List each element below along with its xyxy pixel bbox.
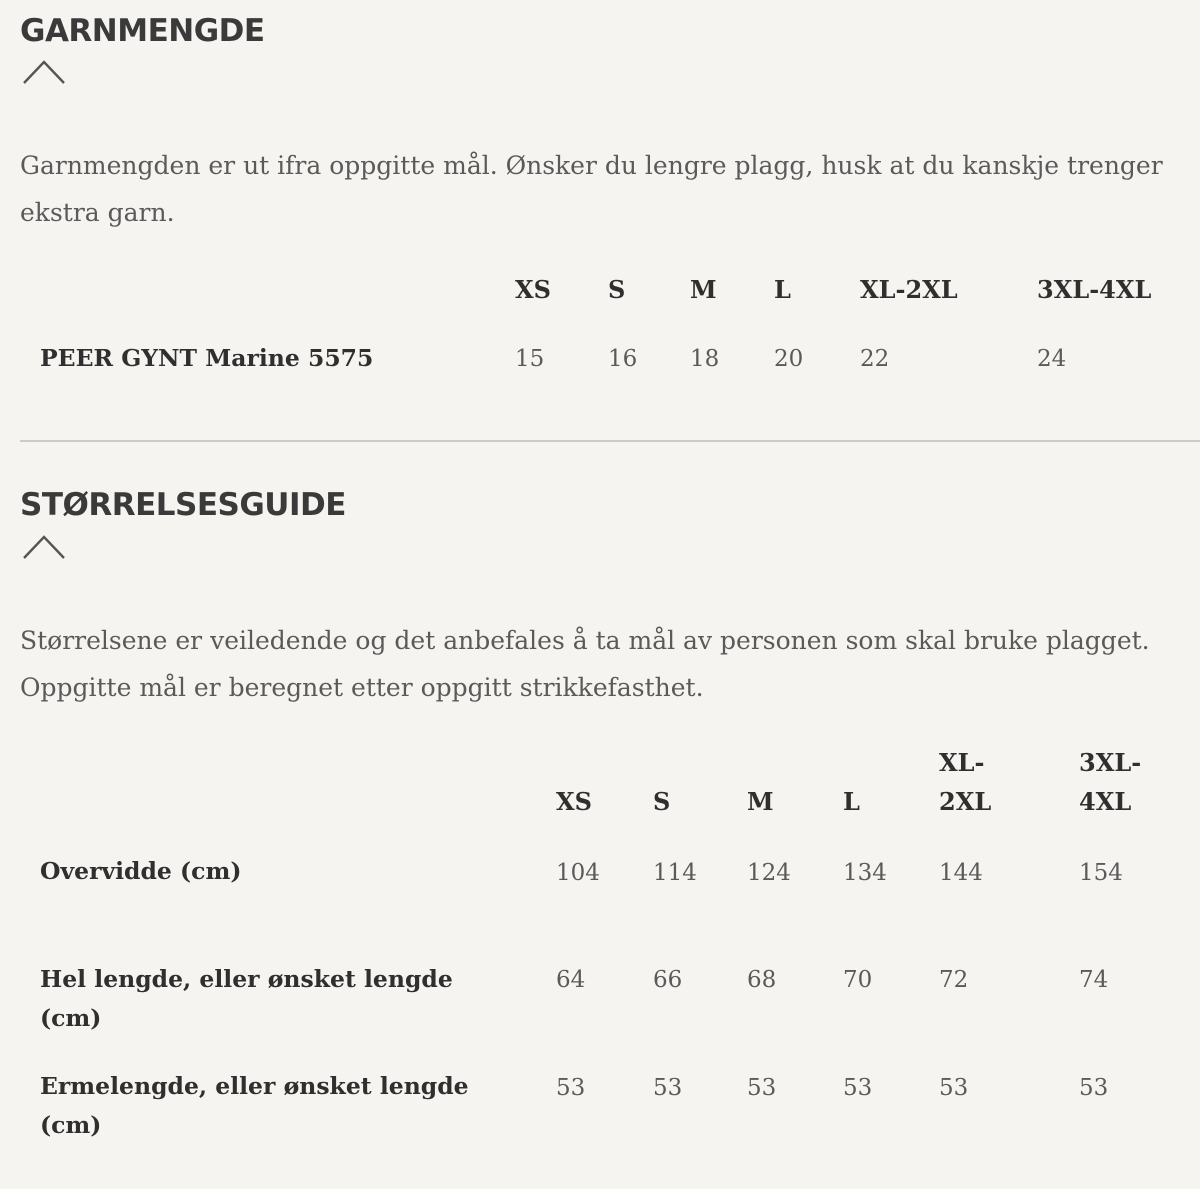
yarn-value-xl-2xl: 22 — [860, 346, 890, 372]
chevron-up-icon — [22, 533, 66, 559]
yarn-value-m: 18 — [690, 346, 720, 372]
size-guide-section-title: STØRRELSESGUIDE — [20, 487, 346, 523]
yarn-value-3xl-4xl: 24 — [1037, 346, 1067, 372]
size-value: 66 — [653, 967, 683, 993]
size-value: 53 — [939, 1075, 969, 1101]
chevron-up-icon — [22, 58, 66, 84]
size-header-xl-2xl: XL-2XL — [939, 748, 992, 816]
size-header-m: M — [747, 787, 774, 816]
section-divider — [20, 440, 1200, 442]
size-value: 53 — [556, 1075, 586, 1101]
size-guide-section-toggle[interactable] — [22, 533, 66, 559]
yarn-value-l: 20 — [774, 346, 804, 372]
size-value: 154 — [1079, 860, 1123, 886]
yarn-value-s: 16 — [608, 346, 638, 372]
size-value: 114 — [653, 860, 697, 886]
size-value: 134 — [843, 860, 887, 886]
size-value: 70 — [843, 967, 873, 993]
size-row-label: Ermelengde, eller ønsket lengde (cm) — [40, 1072, 469, 1139]
size-value: 53 — [653, 1075, 683, 1101]
size-value: 64 — [556, 967, 586, 993]
size-value: 74 — [1079, 967, 1109, 993]
yarn-header-s: S — [608, 275, 626, 304]
size-value: 53 — [747, 1075, 777, 1101]
size-row-label: Overvidde (cm) — [40, 857, 242, 885]
size-guide-description: Størrelsene er veiledende og det anbefales å ta mål av personen som skal bruke plagget. Oppgitte mål er beregnet etter oppgitt strikkefasthet. — [20, 626, 1150, 702]
yarn-header-xs: XS — [515, 275, 551, 304]
yarn-row-label: PEER GYNT Marine 5575 — [40, 344, 374, 372]
size-header-l: L — [843, 787, 860, 816]
yarn-header-xl-2xl: XL-2XL — [860, 275, 958, 304]
yarn-description: Garnmengden er ut ifra oppgitte mål. Ønsker du lengre plagg, husk at du kanskje trenger ekstra garn. — [20, 151, 1163, 227]
yarn-section-title: GARNMENGDE — [20, 13, 265, 49]
size-value: 72 — [939, 967, 969, 993]
size-value: 104 — [556, 860, 600, 886]
size-header-3xl-4xl: 3XL-4XL — [1079, 748, 1142, 816]
size-value: 53 — [1079, 1075, 1109, 1101]
size-value: 144 — [939, 860, 983, 886]
size-value: 124 — [747, 860, 791, 886]
yarn-header-l: L — [774, 275, 791, 304]
size-value: 53 — [843, 1075, 873, 1101]
size-header-s: S — [653, 787, 671, 816]
size-header-xs: XS — [556, 787, 592, 816]
yarn-header-3xl-4xl: 3XL-4XL — [1037, 275, 1152, 304]
size-value: 68 — [747, 967, 777, 993]
yarn-value-xs: 15 — [515, 346, 545, 372]
size-row-label: Hel lengde, eller ønsket lengde (cm) — [40, 965, 453, 1032]
yarn-header-m: M — [690, 275, 717, 304]
yarn-section-toggle[interactable] — [22, 58, 66, 84]
